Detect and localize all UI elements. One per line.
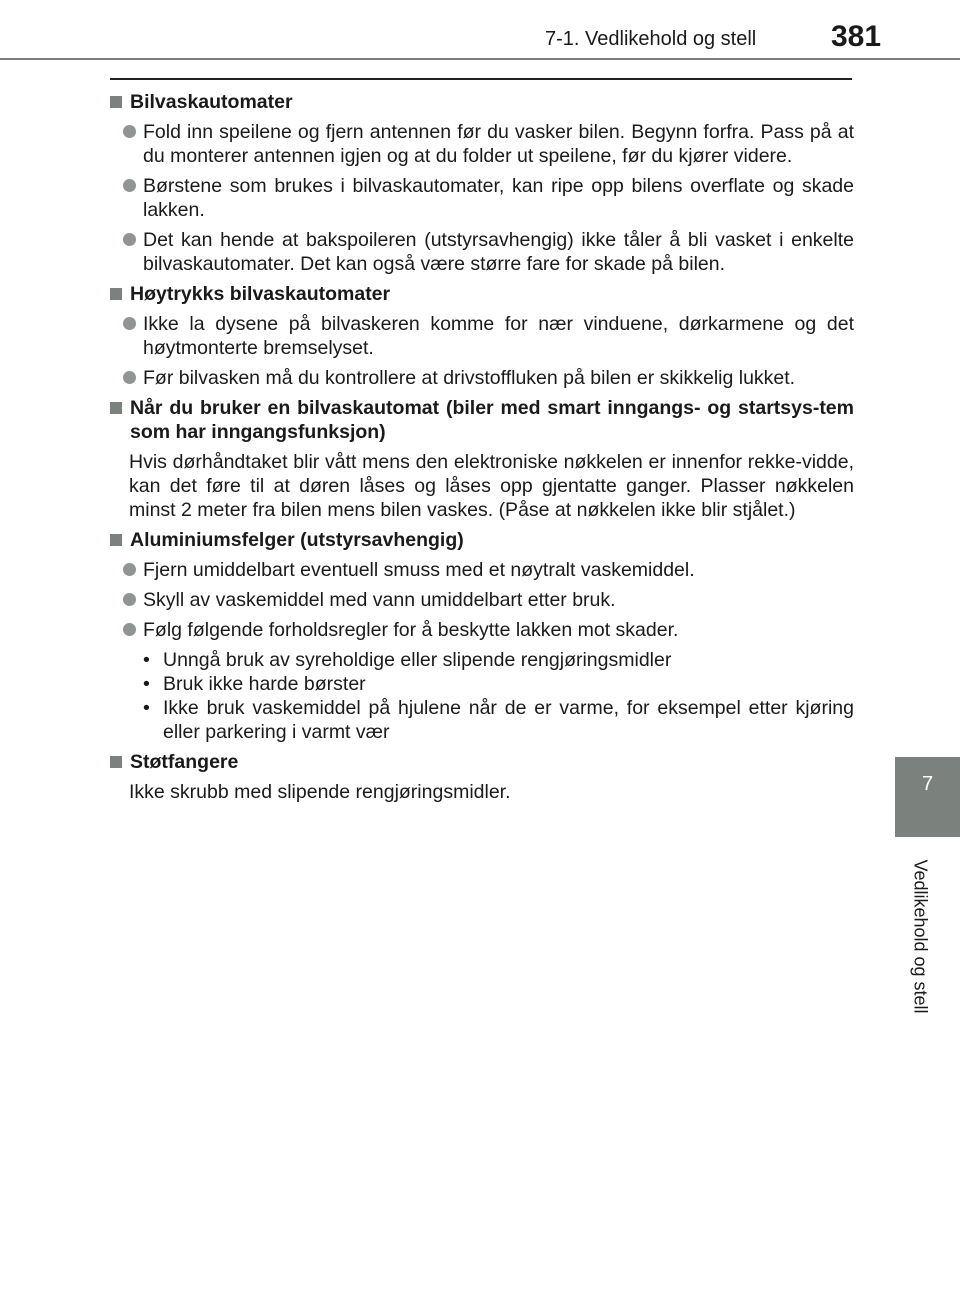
square-bullet-icon <box>110 756 122 768</box>
square-bullet-icon <box>110 402 122 414</box>
list-item: Fold inn speilene og fjern antennen før du vasker bilen. Begynn forfra. Pass på at du monterer antennen igjen og at du folder ut speilene, før du kjører videre. <box>121 120 854 168</box>
square-bullet-icon <box>110 534 122 546</box>
chapter-side-label <box>890 848 950 1024</box>
sub-list-item: • Bruk ikke harde børster <box>143 673 366 695</box>
sub-list <box>108 648 854 744</box>
list-item: Det kan hende at bakspoileren (utstyrsavhengig) ikke tåler å bli vasket i enkelte bilvaskautomater. Det kan også være større fare for skade på bilen. <box>121 228 854 276</box>
list-item: Før bilvasken må du kontrollere at drivstoffluken på bilen er skikkelig lukket. <box>121 366 854 390</box>
list-item: Følg følgende forholdsregler for å beskytte lakken mot skader. <box>121 618 854 642</box>
circle-bullet-icon <box>123 125 136 138</box>
section-heading: Bilvaskautomater <box>108 90 854 114</box>
section-heading: Aluminiumsfelger (utstyrsavhengig) <box>108 528 854 552</box>
chapter-label-text: Vedlikehold og stell <box>910 858 931 1014</box>
circle-bullet-icon <box>123 593 136 606</box>
circle-bullet-icon <box>123 623 136 636</box>
circle-bullet-icon <box>123 179 136 192</box>
paragraph: Ikke skrubb med slipende rengjøringsmidler. <box>129 781 511 803</box>
section-title: 7-1. Vedlikehold og stell <box>545 28 757 50</box>
content-top-rule <box>110 78 852 80</box>
square-bullet-icon <box>110 288 122 300</box>
header-divider <box>0 58 960 60</box>
circle-bullet-icon <box>123 317 136 330</box>
chapter-number: 7 <box>921 773 934 795</box>
list-item: Skyll av vaskemiddel med vann umiddelbart etter bruk. <box>121 588 854 612</box>
list-item: Fjern umiddelbart eventuell smuss med et nøytralt vaskemiddel. <box>121 558 854 582</box>
dot-bullet-icon: • <box>143 697 150 719</box>
dot-bullet-icon: • <box>143 673 150 695</box>
page-number: 381 <box>831 20 882 53</box>
list-item: Børstene som brukes i bilvaskautomater, kan ripe opp bilens overflate og skade lakken. <box>121 174 854 222</box>
sub-list-item: • Unngå bruk av syreholdige eller slipende rengjøringsmidler <box>143 649 672 671</box>
dot-bullet-icon: • <box>143 649 150 671</box>
section-heading: Støtfangere <box>108 750 854 774</box>
sub-list-item: • Ikke bruk vaskemiddel på hjulene når de er varme, for eksempel etter kjøring eller parkering i varmt vær <box>143 697 854 743</box>
paragraph: Hvis dørhåndtaket blir vått mens den elektroniske nøkkelen er innenfor rekke-vidde, kan det føre til at døren låses og låses opp gjentatte ganger. Plasser nøkkelen minst 2 meter fra bilen mens bilen vaskes. (Påse at nøkkelen ikke blir stjålet.) <box>129 451 854 521</box>
square-bullet-icon <box>110 96 122 108</box>
chapter-tab <box>895 757 960 837</box>
circle-bullet-icon <box>123 233 136 246</box>
circle-bullet-icon <box>123 563 136 576</box>
circle-bullet-icon <box>123 371 136 384</box>
section-heading: Høytrykks bilvaskautomater <box>108 282 854 306</box>
list-item: Ikke la dysene på bilvaskeren komme for nær vinduene, dørkarmene og det høytmonterte bremselyset. <box>121 312 854 360</box>
section-heading: Når du bruker en bilvaskautomat (biler med smart inngangs- og startsys-tem som har inngangsfunksjon) <box>108 396 854 444</box>
page-content <box>108 90 854 810</box>
